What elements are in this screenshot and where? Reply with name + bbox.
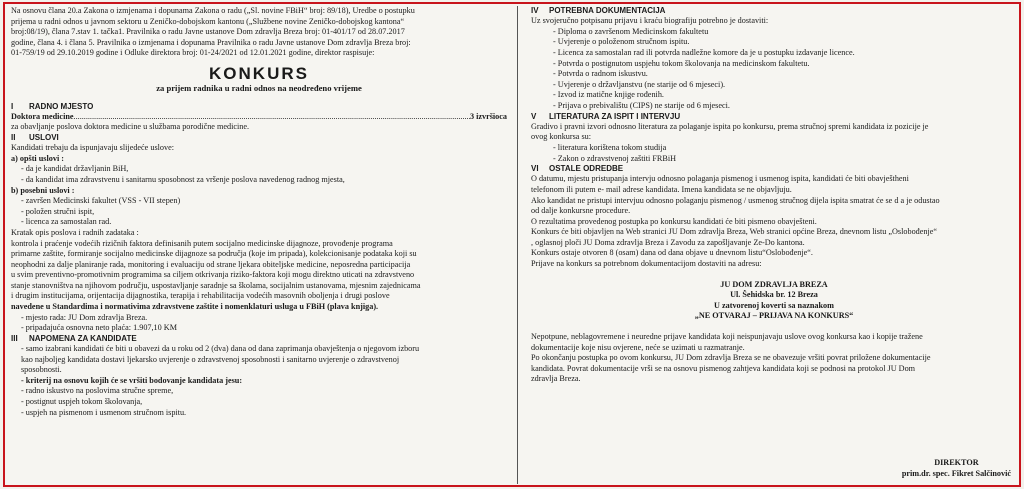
signature-name: prim.dr. spec. Fikret Salčinović <box>901 468 1011 478</box>
section-label: OSTALE ODREDBE <box>549 164 624 174</box>
list-item: - završen Medicinski fakultet (VSS - VII stepen) <box>11 196 507 207</box>
provisions-line: Konkurs će biti objavljen na Web stranici JU Dom zdravlja Breza, Web stranici općine Breza, dnevnom listu „Oslobođenje“ <box>531 227 938 237</box>
section-heading-literatura <box>531 112 1017 122</box>
section-number: III <box>11 333 18 343</box>
preamble-line: 01-759/19 od 29.10.2019 godine i Odluke direktora broj: 01-24/2021 od 12.01.2021 godine, direktor raspisuje: <box>11 48 375 58</box>
job-description-line: stanje stanovništva na njihovom području, uspostavljanje saradnje sa školama, socijalnim ustanovama, mjesnim zajednicama <box>11 280 421 290</box>
provisions-line: Prijave na konkurs sa potrebnom dokumentacijom dostaviti na adresu: <box>531 259 762 269</box>
preamble-line: broj:08/19), člana 7.stav 1. tačka1. Pravilnika o radu Javne ustanove Dom zdravlja Breza broj: 01-401/17 od 28.07.2017 <box>11 27 405 37</box>
address-line: U zatvorenoj koverti sa naznakom <box>714 300 834 310</box>
provisions-line: Ako kandidat ne pristupi intervjuu odnosno polaganju pismenog / usmenog stručnog dijela ispita smatrat će se d a je odustao <box>531 195 940 205</box>
provisions-line: Konkurs ostaje otvoren 8 (osam) dana od dana objave u dnevnom listu“Oslobođenje“. <box>531 248 813 258</box>
section-label: LITERATURA ZA ISPIT I INTERVJU <box>549 111 681 121</box>
signature-role: DIREKTOR <box>934 458 979 467</box>
list-item: - uspjeh na pismenom i usmenom stručnom ispitu. <box>11 408 507 419</box>
position-description: za obavljanje poslova doktora medicine u službama porodične medicine. <box>11 122 250 132</box>
column-divider <box>517 6 518 484</box>
preamble-line: Na osnovu člana 20.a Zakona o izmjenama i dopunama Zakona o radu („Sl. novine FBiH“ broj: 89/18), Uredbe o postupku <box>11 6 415 15</box>
list-item: - da je kandidat državljanin BiH, <box>11 164 507 175</box>
note-line: - samo izabrani kandidati će biti u obavezi da u roku od 2 (dva) dana od dana zaprimanja obavještenja o njegovom izboru <box>11 344 507 355</box>
document-subtitle: za prijem radnika u radni odnos na neodređeno vrijeme <box>156 82 362 93</box>
job-description-intro: Kratak opis poslova i radnih zadataka : <box>11 227 139 237</box>
list-item: - mjesto rada: JU Dom zdravlja Breza. <box>11 313 507 324</box>
list-item: - Diploma o završenom Medicinskom fakultetu <box>531 27 1017 38</box>
job-description-line: u svim preventivno-promotivnim programima sa ciljem otkrivanja riziko-faktora koji mogu direktno uticati na zdravstveno <box>11 270 415 280</box>
signature-block <box>902 458 1011 479</box>
special-conditions-label: b) posebni uslovi : <box>11 185 75 195</box>
closing-line: Po okončanju postupka po ovom konkursu, JU Dom zdravlja Breza se ne obavezuje vršiti povrat priložene dokumentacije <box>531 353 931 363</box>
provisions-line: O rezultatima provedenog postupka po konkursu kandidati će biti pismeno obavješteni. <box>531 216 817 226</box>
list-item: - položen stručni ispit, <box>11 207 507 218</box>
provisions-line: , oglasnoj ploči JU Doma zdravlja Breza i Zavodu za zapošljavanje Ze-Do kantona. <box>531 237 805 247</box>
list-item: - Potvrda o postignutom uspjehu tokom školovanja na medicinskom fakultetu. <box>531 59 1017 70</box>
note-line: kao najboljeg kandidata dostavi ljekarsko uvjerenje o zdravstvenoj sposobnosti i sanitarno uvjerenje o zdravstvenoj <box>21 354 400 364</box>
list-item: - Potvrda o radnom iskustvu. <box>531 69 1017 80</box>
preamble <box>11 6 507 59</box>
right-column <box>531 6 1017 486</box>
job-posting-document <box>3 2 1021 487</box>
section-number: VI <box>531 164 539 174</box>
closing-line: zdravlja Breza. <box>531 374 581 384</box>
document-title: KONKURS <box>209 63 309 83</box>
job-description-line: kontrola i praćenje vodećih rizičnih faktora definisanih putem socijalno medicinske dijagnoze, provođenje programa <box>11 238 393 248</box>
general-conditions-label: a) opšti uslovi : <box>11 153 64 163</box>
section-label: POTREBNA DOKUMENTACIJA <box>549 6 666 15</box>
section-number: V <box>531 111 537 121</box>
section-heading-napomena <box>11 334 507 344</box>
preamble-line: godine, člana 4. i člana 5. Pravilnika o izmjenama i dopunama Pravilnika o radu Javne ustanove Dom zdravlja Breza broj: <box>11 37 411 47</box>
list-item: - Uvjerenje o položenom stručnom ispitu. <box>531 37 1017 48</box>
section-number: IV <box>531 6 539 15</box>
list-item: - Zakon o zdravstvenoj zaštiti FRBiH <box>531 154 1017 165</box>
job-description-line: i drugim institucijama, orijentacija dijagnostika, terapija i rehabilitacija vodećih masovnih oboljenja i drugi poslove <box>11 291 390 301</box>
section-number: I <box>11 101 14 111</box>
provisions-line: od dalje konkursne procedure. <box>531 206 631 216</box>
job-description-line: navedene u Standardima i normativima zdravstvene zaštite i nomenklaturi usluga u FBiH (plava knjiga). <box>11 302 379 312</box>
left-column <box>11 6 507 486</box>
list-item: - da kandidat ima zdravstvenu i sanitarnu sposobnost za vršenje poslova navedenog radnog mjesta, <box>11 175 507 186</box>
documents-intro: Uz svojeručno potpisanu prijavu i kraću biografiju potrebno je dostaviti: <box>531 16 769 26</box>
closing-line: kandidata. Povrat dokumentacije vrši se na osnovu pismenog zahtjeva kandidata koji se podnosi na protokol JU Dom <box>531 363 916 373</box>
section-number: II <box>11 132 16 142</box>
list-item: - Izvod iz matične knjige rođenih. <box>531 90 1017 101</box>
address-line: Ul. Šehidska br. 12 Breza <box>730 290 818 300</box>
section-heading-uslovi <box>11 133 507 143</box>
job-description-line: neophodni za dalje planiranje rada, monitoring i evaluaciju od strane ljekara obiteljske medicine, neposredna participacija <box>11 259 411 269</box>
position-count: 3 izvršioca <box>469 111 507 121</box>
section-heading-radno-mjesto <box>11 102 507 112</box>
section-label: USLOVI <box>29 132 59 142</box>
position-row <box>11 112 507 123</box>
provisions-line: O datumu, mjestu pristupanja intervju odnosno polaganja pismenog i usmenog ispita, kandidati će biti obavještheni <box>531 174 909 184</box>
literature-intro: ovog konkursa su: <box>531 132 592 142</box>
list-item: - licenca za samostalan rad. <box>11 217 507 228</box>
list-item: - Uvjerenje o državljanstvu (ne starije od 6 mjeseci). <box>531 80 1017 91</box>
section-heading-dokumentacija <box>531 6 1017 16</box>
submission-address <box>531 280 1017 322</box>
list-item: - Prijava o prebivalištu (CIPS) ne starije od 6 mjeseci. <box>531 101 1017 112</box>
literature-intro: Gradivo i pravni izvori odnosno literatura za polaganje ispita po konkursu, prema stručnoj spremi kandidata iz pozicije je <box>531 121 929 131</box>
section-label: RADNO MJESTO <box>29 101 94 111</box>
section-heading-ostale-odredbe <box>531 164 1017 174</box>
address-line: „NE OTVARAJ – PRIJAVA NA KONKURS“ <box>694 311 854 321</box>
section-label: NAPOMENA ZA KANDIDATE <box>29 333 137 343</box>
position-name: Doktora medicine <box>11 111 74 121</box>
uslovi-intro: Kandidati trebaju da ispunjavaju slijedeće uslove: <box>11 143 175 153</box>
address-line: JU DOM ZDRAVLJA BREZA <box>720 279 828 289</box>
criteria-heading: - kriterij na osnovu kojih će se vršiti bodovanje kandidata jesu: <box>11 376 507 387</box>
provisions-line: telefonom ili putem e- mail adrese kandidata. Imena kandidata se ne objavljuju. <box>531 184 792 194</box>
list-item: - Licenca za samostalan rad ili potvrda nadležne komore da je u postupku izdavanje licence. <box>531 48 1017 59</box>
preamble-line: prijema u radni odnos u javnom sektoru u Zeničko-dobojskom kantonu („Službene novine Zeničko-dobojskog kantona“ <box>11 16 405 26</box>
closing-line: dokumentacije koje nisu ovjerene, neće se uzimati u razmatranje. <box>531 342 745 352</box>
job-description-line: primarne zaštite, formiranje socijalno medicinske dijagnoze sa područja (koje im pripada), kolekcionisanje podataka koji su <box>11 249 417 259</box>
leader-dots <box>74 112 470 123</box>
list-item: - pripadajuća osnovna neto plaća: 1.907,10 KM <box>11 323 507 334</box>
closing-line: Nepotpune, neblagovremene i neuredne prijave kandidata koji neispunjavaju uslove ovog konkursa kao i kopije tražene <box>531 332 923 342</box>
note-line: sposobnosti. <box>21 365 62 375</box>
list-item: - literatura korištena tokom studija <box>531 143 1017 154</box>
list-item: - postignut uspjeh tokom školovanja, <box>11 397 507 408</box>
list-item: - radno iskustvo na poslovima stručne spreme, <box>11 386 507 397</box>
